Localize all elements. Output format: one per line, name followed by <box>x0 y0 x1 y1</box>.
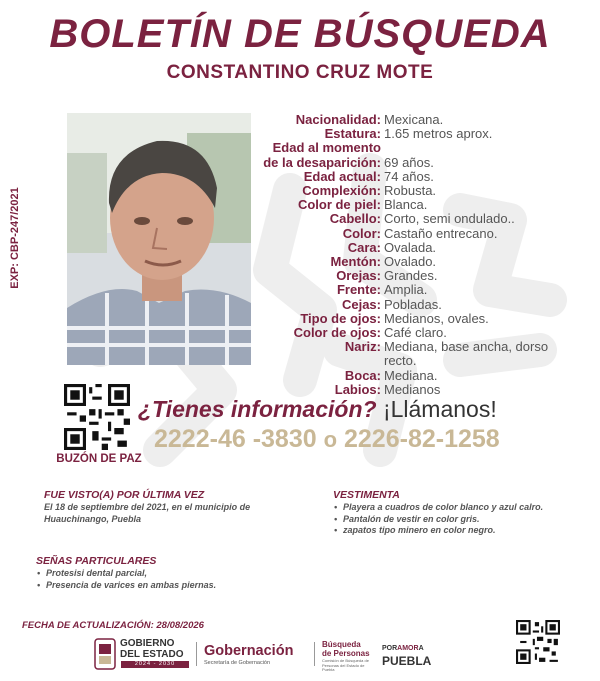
detail-row: Edad actual: 74 años. <box>303 168 434 184</box>
gobierno-years: 2024 - 2030 <box>121 661 189 668</box>
marks-heading: SEÑAS PARTICULARES <box>36 555 157 567</box>
detail-row: Mentón: Ovalado. <box>330 254 437 270</box>
detail-row: Cabello: Corto, semi ondulado.. <box>329 211 515 227</box>
detail-row: de la desaparición: 69 años. <box>263 154 434 170</box>
list-item: • Pantalón de vestir en color gris. <box>333 514 563 526</box>
detail-row: Edad al momento <box>272 140 381 156</box>
gobernacion-logo: Gobernación <box>204 643 294 659</box>
detail-row: Estatura: 1.65 metros aprox. <box>324 126 493 142</box>
detail-row: Orejas: Grandes. <box>336 268 438 284</box>
phone-separator: o <box>323 427 338 452</box>
puebla-logo: PUEBLA <box>382 654 432 668</box>
divider <box>196 642 197 666</box>
bulletin-title: BOLETÍN DE BÚSQUEDA <box>49 12 551 56</box>
detail-row: Complexión: Robusta. <box>302 183 437 199</box>
file-number: EXP: CBP-247/2021 <box>9 187 21 289</box>
busqueda-logo: Búsqueda de Personas <box>322 640 370 658</box>
footer-qr-code[interactable] <box>516 620 560 664</box>
missing-person-photo <box>67 113 251 365</box>
list-item: • zapatos tipo minero en color negro. <box>333 525 563 537</box>
contact-prompt <box>138 396 578 423</box>
update-date: FECHA DE ACTUALIZACIÓN: 28/08/2026 <box>22 620 204 631</box>
phone-number-2[interactable]: 2226-82-1258 <box>344 425 500 453</box>
detail-row: Tipo de ojos: Medianos, ovales. <box>300 310 489 326</box>
detail-row: Color de ojos: Café claro. <box>293 325 447 341</box>
clothing-heading: VESTIMENTA <box>333 489 400 501</box>
busqueda-subtitle: Comisión de Búsqueda de Personas del Estado de Puebla <box>322 658 369 672</box>
detail-row: Boca: Mediana. <box>344 367 438 383</box>
phone-number-1[interactable]: 2222-46 -3830 <box>154 425 317 453</box>
detail-row: Labios: Medianos <box>334 381 441 397</box>
state-shield-icon <box>94 638 116 670</box>
clothing-list <box>333 502 563 537</box>
contact-question: ¿Tienes información? <box>138 396 377 422</box>
list-item: • Playera a cuadros de color blanco y azul calro. <box>333 502 563 514</box>
buzon-qr-code[interactable] <box>64 384 130 450</box>
contact-call: ¡Llámanos! <box>382 396 497 422</box>
gobernacion-subtitle: Secretaría de Gobernación <box>204 660 271 666</box>
list-item: • Protesisi dental parcial, <box>36 568 296 580</box>
last-seen-heading: FUE VISTO(A) POR ÚLTIMA VEZ <box>44 489 205 501</box>
detail-row: Frente: Amplia. <box>336 282 428 298</box>
por-amor-logo: PORAMORA <box>382 645 424 652</box>
detail-row: Color: Castaño entrecano. <box>342 225 498 241</box>
missing-person-name: CONSTANTINO CRUZ MOTE <box>166 62 434 83</box>
buzon-label: BUZÓN DE PAZ <box>56 453 142 465</box>
last-seen-text: El 18 de septiembre del 2021, en el municipio de Huauchinango, Puebla <box>44 502 251 524</box>
detail-row: Cejas: Pobladas. <box>341 296 442 312</box>
detail-row: Nacionalidad: Mexicana. <box>295 112 444 127</box>
list-item: • Presencia de varices en ambas piernas. <box>36 580 296 592</box>
detail-row: Color de piel: Blanca. <box>297 197 428 213</box>
gobierno-logo-text: GOBIERNO DEL ESTADO <box>120 638 184 660</box>
detail-row: Nariz: Mediana, base ancha, dorso recto. <box>344 339 549 369</box>
contact-phones <box>154 425 574 454</box>
divider <box>314 642 315 666</box>
footer-logos <box>94 636 444 672</box>
marks-list <box>36 568 296 591</box>
detail-row: Cara: Ovalada. <box>347 239 437 255</box>
person-details <box>250 113 590 397</box>
